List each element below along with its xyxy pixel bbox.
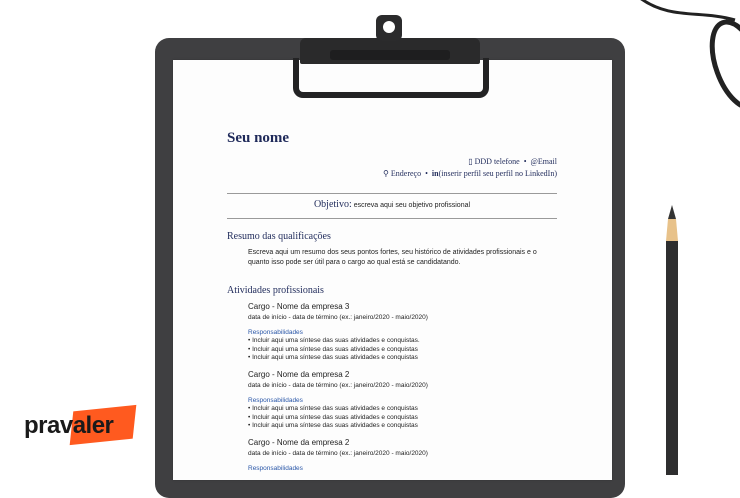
responsibilities-list [248, 405, 548, 431]
linkedin-text: (inserir perfil seu perfil no LinkedIn) [438, 169, 557, 178]
contact-line-1 [383, 156, 557, 168]
job-dates: data de início - data de término (ex.: janeiro/2020 - maio/2020) [248, 382, 428, 389]
responsibilities-label: Responsabilidades [248, 329, 303, 336]
contact-line-2 [383, 168, 557, 180]
clip-wire [293, 58, 489, 98]
list-item: • Incluir aqui uma síntese das suas atividades e conquistas [248, 354, 418, 361]
objective-line [227, 199, 557, 210]
email-text: @Email [530, 157, 557, 166]
list-item: • Incluir aqui uma síntese das suas atividades e conquistas [248, 405, 418, 412]
location-pin-icon: ⚲ [383, 169, 389, 178]
address-text: Endereço [390, 169, 422, 178]
responsibilities-list [248, 337, 548, 363]
list-item: • Incluir aqui uma síntese das suas atividades e conquistas [248, 422, 418, 429]
list-item: • Incluir aqui uma síntese das suas atividades e conquistas [248, 413, 418, 421]
job-entry [248, 438, 548, 472]
job-title: Cargo - Nome da empresa 3 [248, 302, 350, 311]
phone-icon: ▯ [468, 157, 473, 166]
divider-bottom [227, 218, 557, 219]
summary-paragraph: Escreva aqui um resumo dos seus pontos fortes, seu histórico de atividades profissionais e o quanto isso pode ser útil para o cargo ao qual está se candidatando. [248, 249, 537, 266]
job-dates: data de início - data de término (ex.: janeiro/2020 - maio/2020) [248, 314, 428, 321]
job-dates: data de início - data de término (ex.: janeiro/2020 - maio/2020) [248, 450, 428, 457]
divider-top [227, 193, 557, 194]
objective-label: Objetivo: [313, 199, 352, 210]
summary-heading: Resumo das qualificações [227, 231, 331, 242]
eyeglasses-decoration [640, 0, 740, 120]
job-entry [248, 302, 548, 363]
resume-name: Seu nome [227, 130, 290, 146]
activities-heading: Atividades profissionais [227, 285, 324, 296]
responsibilities-label: Responsabilidades [248, 465, 303, 472]
contact-separator: • [523, 157, 527, 166]
contact-info [383, 156, 557, 180]
job-title: Cargo - Nome da empresa 2 [248, 370, 350, 379]
job-title: Cargo - Nome da empresa 2 [248, 438, 350, 447]
responsibilities-label: Responsabilidades [248, 397, 303, 404]
clip-hanging-hole [376, 15, 402, 41]
list-item: • Incluir aqui uma síntese das suas atividades e conquistas. [248, 337, 420, 344]
phone-text: DDD telefone [474, 157, 520, 166]
job-entry [248, 370, 548, 431]
pencil-decoration [664, 205, 680, 475]
objective-text: escreva aqui seu objetivo profissional [353, 202, 471, 209]
contact-separator: • [425, 169, 428, 178]
list-item: • Incluir aqui uma síntese das suas atividades e conquistas [248, 345, 418, 353]
linkedin-icon: in [431, 169, 439, 178]
logo-text: pravaler [24, 412, 114, 439]
pravaler-logo [24, 412, 113, 440]
